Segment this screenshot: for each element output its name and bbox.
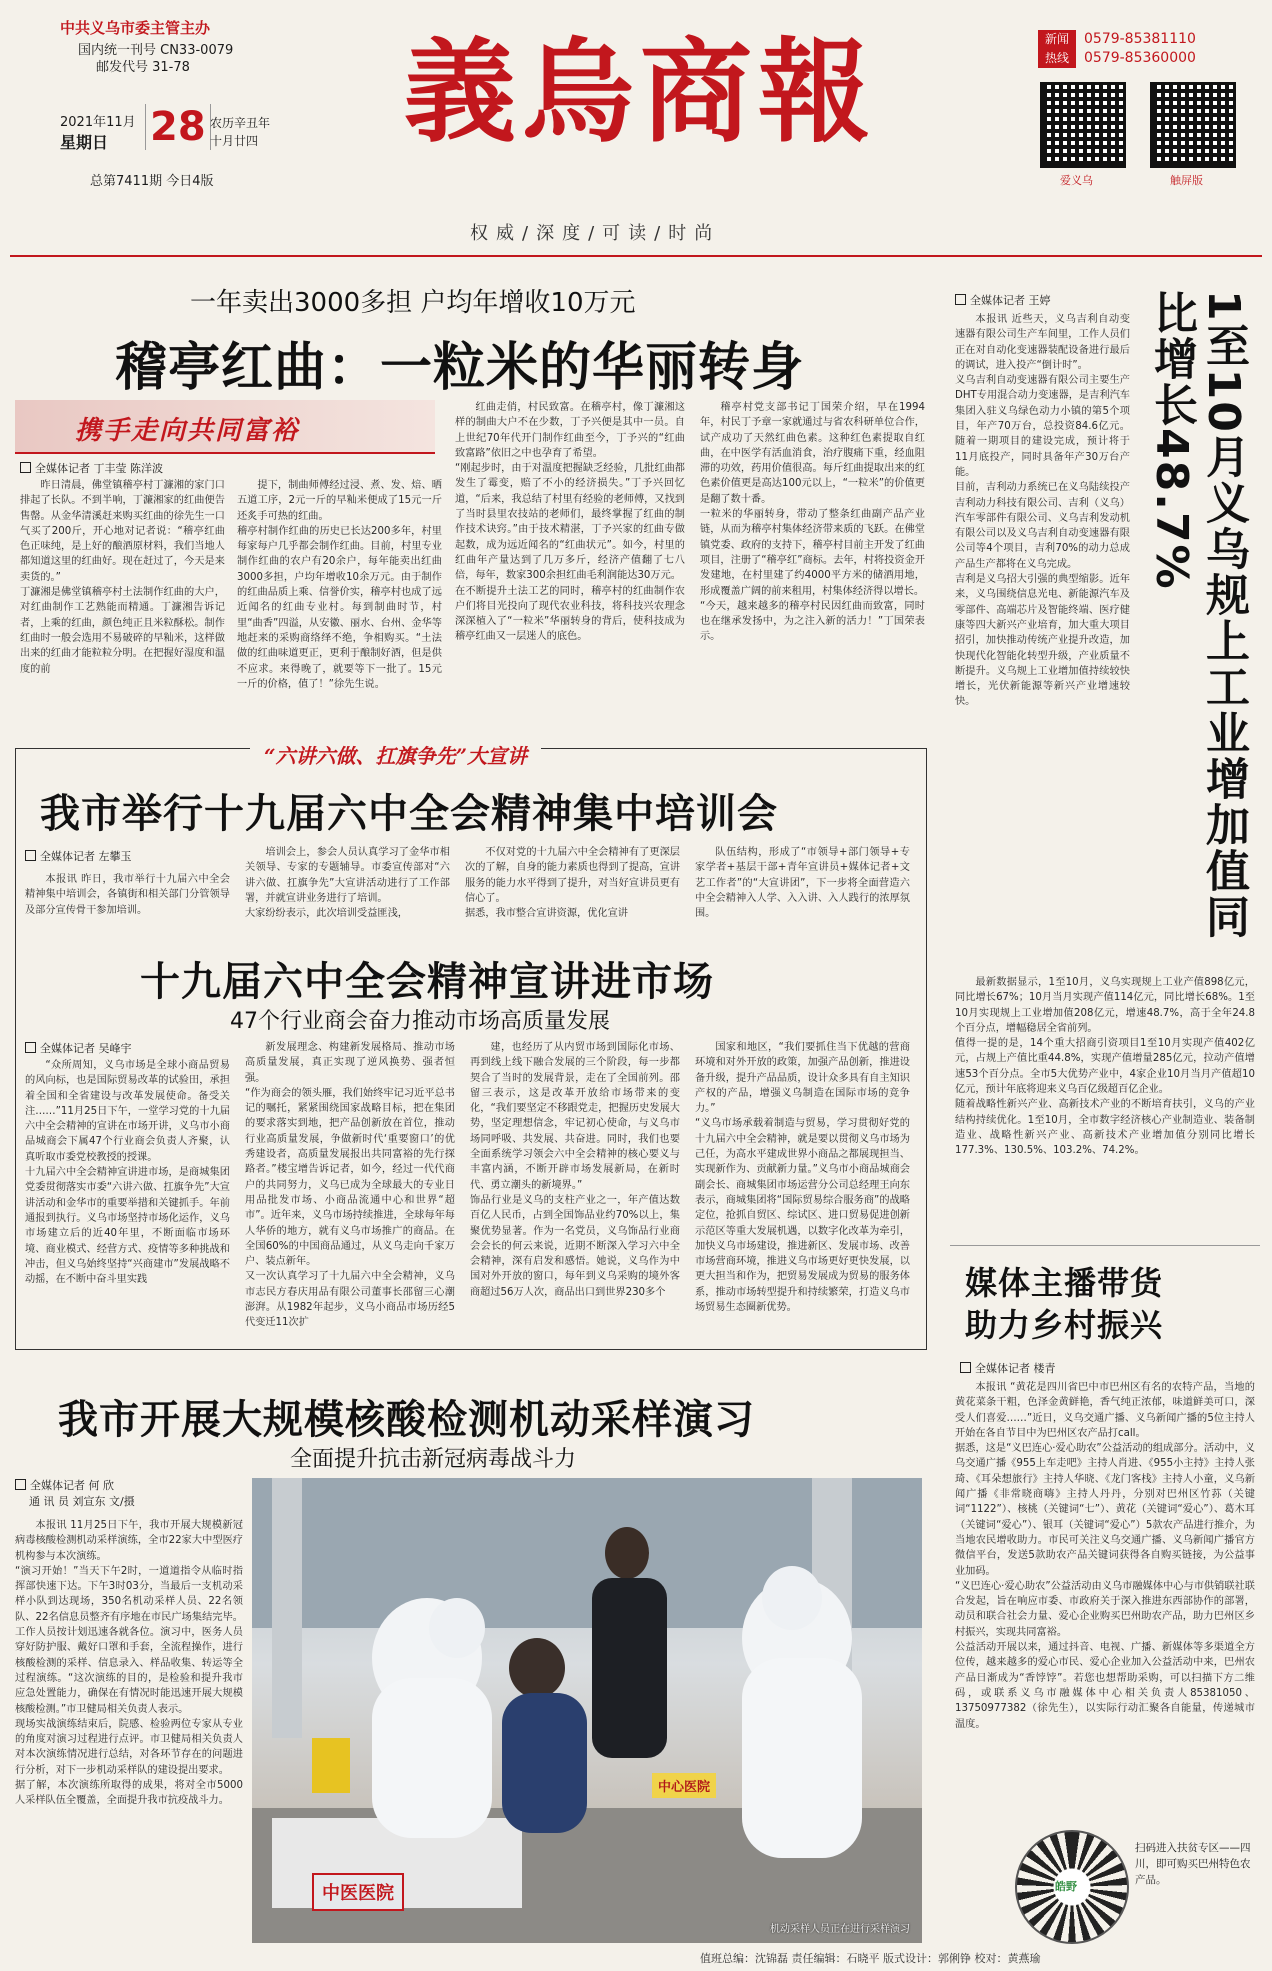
story2-col4-text: 队伍结构，形成了“市领导+部门领导+专家学者+基层干部+青年宣讲员+媒体记者+文艺工作者”的“大宣讲团”，下一步将全面营造六中全会精神入人学、入入讲、入人践行的浓厚氛围。 <box>695 847 910 920</box>
sidebar2-col <box>955 1380 1255 1815</box>
sidebar2-byline-text: 全媒体记者 楼青 <box>975 1362 1056 1375</box>
cn-number: 国内统一刊号 CN33-0079 <box>78 43 234 58</box>
photo-sign-tcm: 中医医院 <box>312 1873 404 1911</box>
story4-photo <box>252 1478 922 1943</box>
sidebar2-col-text: 本报讯 “黄花是四川省巴中市巴州区有名的农特产品，当地的黄花菜条干粗，色泽金黄鲜艳，香气纯正浓郁，味道鲜美可口，深受人们喜爱……”近日，义乌交通广播、义乌新闻广播的5位主持人开始在各自节目中为巴州区农产品打call。 据悉，这是“义巴连心·爱心助农”公益活动的组成部分。活动中，义乌交通广播《955上车走吧》主持人肖进、《955小主持》主持人张琦、《耳朵想旅行》主持人华晓、《龙门客栈》主持人小童，义乌新闻广播《非常晓商嗨》主持人丹丹，分别对巴州区竹荪（关键词“1122”）、核桃（关键词“七”）、黄花（关键词“爱心”）、葛木耳（关键词“爱心”）、银耳（关键词“爱心”）5款农产品进行推介，为当地农民增收助力。市民可关注义乌交通广播、义乌新闻广播官方微信平台，发送5款助农产品关键词获得各自购买链接，为公益事业加码。 “义巴连心·爱心助农”公益活动由义乌市融媒体中心与市供销联社联合发起，旨在响应市委、市政府关于深入推进东西部协作的部署，动员和联合社会力量、爱心企业购买巴州助农产品，助力巴州区乡村振兴，实现共同富裕。 公益活动开展以来，通过抖音、电视、广播、新媒体等多渠道全方位传，越来越多的爱心市民、爱心企业加入公益活动中来，巴州农产品日渐成为“香饽饽”。若您也想帮助采购，可以扫描下方二维码，或联系义乌市融媒体中心相关负责人85381050、13750977382（徐先生），以实际行动汇聚各自能量，传递城市温度。 <box>955 1382 1255 1730</box>
story3-col2 <box>245 1040 455 1331</box>
story3-col3 <box>470 1040 680 1300</box>
sidebar1-byline <box>955 292 1051 308</box>
date-day: 28 <box>145 104 211 150</box>
paper-title: 義烏商報 <box>404 27 876 158</box>
sidebar2-headline-line2: 助力乡村振兴 <box>965 1306 1164 1344</box>
story2-col3-text: 不仅对党的十九届六中全会精神有了更深层次的了解，自身的能力素质也得到了提高，宣讲服务的能力水平得到了提升，对当好宣讲员更有信心了。 据悉，我市整合宣讲资源，优化宣讲 <box>465 847 680 920</box>
story3-headline: 十九届六中全会精神宣讲进市场 <box>140 959 714 1005</box>
story4-col1-text: 本报讯 11月25日下午，我市开展大规模新冠病毒核酸检测机动采样演练，全市22家大中型医疗机构参与本次演练。 “演习开始！”当天下午2时，一道道指令从临时指挥部快速下达。下午3时03分，当最后一支机动采样小队到达现场，350名机动采样人员、22名领队、22名信息员整齐有序地在市民广场集结完毕。工作人员按计划迅速各就各位。演习中，医务人员穿好防护服、戴好口罩和手套，全流程操作，进行核酸检测的采样、信息录入、样品收集、转运等全过程演练。“这次演练的目的，是检验和提升我市应急处置能力，确保在有情况时能迅速开展大规模核酸检测。”市卫健局相关负责人表示。 现场实战演练结束后，院感、检验两位专家从专业的角度对演习过程进行点评。市卫健局相关负责人对本次演练情况进行总结，对各环节存在的问题进行分析，对下一步机动采样队的建设提出要求。 据了解，本次演练所取得的成果，将对全市5000人采样队伍全覆盖，全面提升我市抗疫战斗力。 <box>15 1520 243 1807</box>
qr-logo: 皓野 <box>1055 1880 1077 1893</box>
sidebar1-byline-text: 全媒体记者 王婷 <box>970 294 1051 307</box>
story4-subhead: 全面提升抗击新冠病毒战斗力 <box>290 1447 577 1472</box>
story1-byline <box>20 460 163 476</box>
story3-col2-text: 新发展理念、构建新发展格局、推动市场高质量发展，真正实现了逆风换势、强者恒强。 “作为商会的领头雁，我们始终牢记习近平总书记的嘱托，紧紧围绕国家战略目标，把在集团的要求落实到地，把产品创新放在首位，推动行业高质量发展，争做新时代‘重要窗口’的优秀建设者，高质量发展报出共同富裕的先行探路者。”楼宝增告诉记者，如今，经过一代代商户的共同努力，义乌已成为全球最大的专业日用品批发市场、小商品流通中心和世界“超市”。近年来，义乌市场持续推进，全球每年每人华侨的地方，就有义乌市场推广的商品。在全国60%的中国商品通过，从义乌走向千家万户、装点新年。 又一次认真学习了十九届六中全会精神，义乌市志民方春庆用品有限公司董事长邵留三心潮澎湃。从1982年起步，义乌小商品市场历经5代变迁11次扩 <box>245 1042 455 1329</box>
story1-col3 <box>455 400 685 645</box>
story2-col3 <box>465 845 680 921</box>
story4-col1 <box>15 1518 243 1809</box>
sidebar1-headline: 1至10月义乌规上工业增加值同比增长48.7% <box>1146 290 1249 940</box>
story2-byline <box>25 848 132 864</box>
sidebar2-qr-code[interactable] <box>1015 1830 1129 1944</box>
story3-subhead: 47个行业商会奋力推动市场高质量发展 <box>230 1009 610 1034</box>
qr-code-touch-edition[interactable] <box>1150 82 1236 168</box>
sidebar1-col-text: 本报讯 近些天，义乌吉利自动变速器有限公司生产车间里，工作人员们正在对自动化变速器装配设备进行最后的调试，进入投产“倒计时”。 义乌吉利自动变速器有限公司主要生产DHT专用混合动力变速器，是吉利汽车集团入驻义乌绿色动力小镇的第5个项目，年产70万台，总投资84.6亿元。随着一期项目的建设完成，预计将于11月底投产，同时具备年产30万台产能。 目前，吉利动力系统已在义乌陆续投产吉利动力科技有限公司、吉利（义乌）汽车零部件有限公司、义乌吉利发动机有限公司以及义乌吉利自动变速器有限公司等4个项目，吉利70%的动力总成产品生产都将在义乌完成。 吉利是义乌招大引强的典型缩影。近年来，义乌围绕信息光电、新能源汽车及零部件、高端芯片及智能终端、医疗健康等四大新兴产业培育，加大重大项目招引，加快推动传统产业提升改造，加快现代化智能化转型升级，产业质量不断提升。义乌规上工业增加值持续较快增长，光伏新能源等新兴产业增速较快。 <box>955 314 1130 708</box>
story2-col1 <box>25 872 230 918</box>
story1-kicker: 一年卖出3000多担 户均年增收10万元 <box>190 288 636 318</box>
sidebar-divider <box>950 1245 1260 1246</box>
story1-col1 <box>20 478 225 677</box>
phone-1: 0579-85381110 <box>1084 31 1196 47</box>
story1-byline-text: 全媒体记者 丁丰莹 陈洋波 <box>35 462 163 475</box>
story1-banner <box>15 400 435 454</box>
story2-banner: “六讲六做、扛旗争先”大宣讲 <box>250 740 541 769</box>
slogan: 权威/深度/可读/时尚 <box>470 223 721 244</box>
story2-col2-text: 培训会上，参会人员认真学习了金华市相关领导、专家的专题辅导。市委宣传部对“六讲六做、扛旗争先”大宣讲活动进行了工作部署，并就宣讲业务进行了培训。 大家纷纷表示，此次培训受益匪浅， <box>245 847 450 920</box>
weekday: 星期日 <box>60 133 109 152</box>
postal-code: 邮发代号 31-78 <box>96 60 190 75</box>
sidebar2-qr-caption: 扫码进入扶贫专区——四川，即可购买巴州特色农产品。 <box>1135 1842 1251 1886</box>
masthead-divider <box>10 255 1262 257</box>
story4-byline <box>15 1478 135 1510</box>
issue-number: 总第7411期 今日4版 <box>90 174 214 189</box>
photo-sign-central: 中心医院 <box>652 1773 716 1798</box>
story3-byline <box>25 1040 132 1056</box>
footer-credits: 值班总编：沈锦磊 责任编辑：石晓平 版式设计：郭俐铮 校对：黄燕瑜 <box>700 1952 1041 1965</box>
story3-col4 <box>695 1040 910 1315</box>
story1-headline: 稽亭红曲：一粒米的华丽转身 <box>115 338 805 398</box>
story2-col1-text: 本报讯 昨日，我市举行十九届六中全会精神集中培训会，各镇街和相关部门分管领导及部分宣传骨干参加培训。 <box>25 874 230 916</box>
masthead-info-left <box>18 20 288 76</box>
date-year-month: 2021年11月 <box>60 115 136 130</box>
sponsor-line: 中共义乌市委主管主办 <box>60 19 211 37</box>
story3-col4-text: 国家和地区，“我们要抓住当下优越的营商环境和对外开放的政策，加强产品创新，推进设备升级，提升产品品质，设计众多具有自主知识产权的产品，增强义乌制造在国际市场的竞争力。” “义乌市场承载着制造与贸易，学习贯彻好党的十九届六中全会精神，就是要以贯彻义乌市场为己任，为高水平建成世界小商品之都展现担当、实现新作为、贡献新力量。”义乌市小商品城商会副会长、商城集团市场运营分公司总经理王向东表示，商城集团将“国际贸易综合服务商”的战略定位，抢抓自贸区、综试区、进口贸易促进创新示范区等重大发展机遇，以数字化改革为牵引，加快义乌市场建设，推进新区、发展市场、改善市场营商环境，推进义乌市场更好更快发展，以更大担当和作为，把贸易发展成为贸易的服务体系，推动市场转型提升和持续繁荣，打造义乌市场贸易生态圈新优势。 <box>695 1042 910 1314</box>
story2-byline-text: 全媒体记者 左攀玉 <box>40 850 132 863</box>
phone-2: 0579-85360000 <box>1084 50 1196 66</box>
story3-col3-text: 建，也经历了从内贸市场到国际化市场、再到线上线下融合发展的三个阶段，每一步都契合了当时的发展背景，走在了全国前列。邵留三表示，这是改革开放给市场带来的变化，“我们要坚定不移跟党走，把握历史发展大势，坚定理想信念，牢记初心使命，与义乌市场同呼吸、共发展、共奋进。同时，我们也要全面系统学习领会六中全会精神的核心要义与丰富内涵，不断开辟市场发展新局，在新时代、勇立潮头的新境界。” 饰品行业是义乌的支柱产业之一，年产值达数百亿人民币，占到全国饰品业约70%以上，集聚优势显著。作为一名党员，义乌饰品行业商会会长的何云来说，近期不断深入学习六中全会精神，深有启发和感悟。她说，义乌作为中国对外开放的窗口，每年到义乌采购的境外客商超过56万人次，商品出口到世界230多个 <box>470 1042 680 1298</box>
sidebar1-col <box>955 312 1130 972</box>
story1-col3-text: 红曲走俏，村民致富。在稽亭村，像丁濂湘这样的制曲大户不在少数，丁予兴便是其中一员。自上世纪70年代开门制作红曲至今，丁予兴的“红曲致富路”依旧之中也孕育了希望。 “刚起步时，由于对温度把握缺乏经验，几批红曲都发生了霉变，赔了不小的经济损失。”丁予兴回忆道，“后来，我总结了村里有经验的老师傅，又找到了当时县里农技站的老师们，最终掌握了红曲的制作技术诀窍。”由于技术精湛，丁予兴家的红曲专做起数，成为远近闻名的“红曲状元”。如今，村里的红曲年产量达到了几万多斤，经济产值翻了七八倍，每年，数家300余担红曲毛利润能达30万元。 在不断提升土法工艺的同时，稽亭村的红曲制作农户们将目光投向了现代农业科技，将科技兴农理念深深植入了“一粒米”华丽转身的背后，使科技成为稽亭红曲又一层迷人的底色。 <box>455 402 685 643</box>
story1-banner-text: 携手走向共同富裕 <box>75 416 300 446</box>
story3-byline-text: 全媒体记者 吴峰宇 <box>40 1042 132 1055</box>
qr-code-love-yiwu[interactable] <box>1040 82 1126 168</box>
sidebar1-stats <box>955 975 1255 1237</box>
story3-col1 <box>25 1058 230 1287</box>
lunar-line-1: 农历辛丑年 <box>210 116 271 130</box>
sidebar2-byline <box>960 1360 1056 1376</box>
sidebar2-headline-line1: 媒体主播带货 <box>965 1264 1164 1302</box>
story4-headline: 我市开展大规模核酸检测机动采样演习 <box>58 1397 755 1443</box>
sidebar1-stats-text: 最新数据显示，1至10月，义乌实现规上工业产值898亿元，同比增长67%；10月当月实现产值114亿元，同比增长68%。1至10月实现规上工业增加值208亿元，增速48.7%，高于全年24.8个百分点，增幅稳居全省前列。 值得一提的是，14个重大招商引资项目1至10月实现产值402亿元，占规上产值比重44.8%，实现产值增量285亿元，拉动产值增速53个百分点。全市5大优势产业中，4家企业10月当月产值超10亿元，预计年底将迎来义乌百亿级超百亿企业。 随着战略性新兴产业、高新技术产业的不断培育扶引，义乌的产业结构持续优化。1至10月，全市数字经济核心产业制造业、装备制造业、战略性新兴产业、高新技术产业增加值分别同比增长177.3%、130.5%、103.2%、74.2%。 <box>955 977 1255 1157</box>
story2-col2 <box>245 845 450 921</box>
story1-col1-text: 昨日清晨，佛堂镇稽亭村丁濂湘的家门口排起了长队。不到半响，丁濂湘家的红曲便告售罄。从金华清溪赶来购买红曲的徐先生一口气买了200斤，开心地对记者说：“稽亭红曲色正味纯，是上好的酿酒原材料，我们当地人都知道这里的红曲好。现在赶过了，今天是来卖货的。” 丁濂湘是佛堂镇稽亭村土法制作红曲的大户，对红曲制作工艺熟能而精通。丁濂湘告诉记者，上乘的红曲，颜色纯正且米粒酥松。制作红曲时一般会选用不易破碎的早籼米，这样做出来的红曲才能粒粒分明。在把握好湿度和温度的前 <box>20 480 225 675</box>
story3-col1-text: “众所周知，义乌市场是全球小商品贸易的风向标，也是国际贸易改革的试验田，承担着全国和全省建设与改革发展使命。备受关注……”11月25日下午，一堂学习党的十九届六中全会精神的宣讲在市场开讲，义乌市小商品城商会下属47个行业商会负责人齐聚，认真听取市委党校教授的授课。 十九届六中全会精神宣讲进市场，是商城集团党委贯彻落实市委“六讲六做、扛旗争先”大宣讲活动和金华市的重要举措和关键抓手。年前通报到执行。义乌市场坚持市场化运作，义乌市场建立后的近40年里，不断面临市场环境、商业模式、经营方式、疫情等多种挑战和冲击，但义乌始终坚持“兴商建市”发展战略不动摇，在不断中奋斗里实践 <box>25 1060 230 1286</box>
lunar-line-2: 十月廿四 <box>210 134 259 148</box>
story1-col2-text: 提下，制曲师傅经过浸、煮、发、焙、晒五道工序，2元一斤的早籼米便成了15元一斤还炙手可热的红曲。 稽亭村制作红曲的历史已长达200多年，村里每家每户几乎都会制作红曲。目前，村里专业制作红曲的农户有20余户，每年能卖出红曲3000多担，户均年增收10余万元。由于制作的红曲品质上乘、信誉价实，稽亭村也成了远近闻名的红曲专业村。每到制曲时节，村里“曲香”四溢，从安徽、丽水、台州、金华等地赶来的采购商络绎不绝，争相购买。“土法做的红曲味道更正，更利于酿制好酒，但是供不应求。来得晚了，就要等下一批了。15元一斤的价格，值了！”徐先生说。 <box>237 480 442 690</box>
story4-byline-line2: 通 讯 员 刘宣东 文/摄 <box>29 1495 135 1508</box>
hotline-badge <box>1038 30 1076 68</box>
story4-byline-line1: 全媒体记者 何 欣 <box>30 1479 114 1492</box>
photo-caption: 机动采样人员正在进行采样演习 <box>770 1924 910 1935</box>
story2-col4 <box>695 845 910 921</box>
date-block <box>60 104 290 158</box>
hotline-label-1: 新闻 <box>1044 32 1069 46</box>
hotline-label-2: 热线 <box>1044 51 1069 65</box>
story1-col4-text: 稽亭村党支部书记丁国荣介绍，早在1994年，村民丁予章一家就通过与省农科研单位合作，试产成功了天然红曲色素。这种红色素提取自红曲，在中医学有活血消食，治疗腹痛下重，经血阻滞的功效，药用价值很高。每斤红曲提取出来的红色素价值更是高达100元以上，“一粒米”的价值更是翻了数十番。 一粒米的华丽转身，带动了整条红曲副产品产业链，从而为稽亭村集体经济带来质的飞跃。在佛堂镇党委、政府的支持下，稽亭村目前主开发了红曲项目，注册了“稽亭红”商标。去年，村将投资金开发建地，在村里建了约4000平方米的储酒用地，形成覆盖广阔的前来租用，村集体经济得以增长。 “今天，越来越多的稽亭村民因红曲而致富，同时也在继承发扬中，为之注入新的活力！”丁国荣表示。 <box>700 402 925 643</box>
story2-headline: 我市举行十九届六中全会精神集中培训会 <box>40 791 778 837</box>
qr-label-2: 触屏版 <box>1170 174 1203 187</box>
qr-label-1: 爱义乌 <box>1060 174 1093 187</box>
hotline-box <box>1038 30 1258 70</box>
story1-col4 <box>700 400 925 645</box>
story1-col2 <box>237 478 442 692</box>
